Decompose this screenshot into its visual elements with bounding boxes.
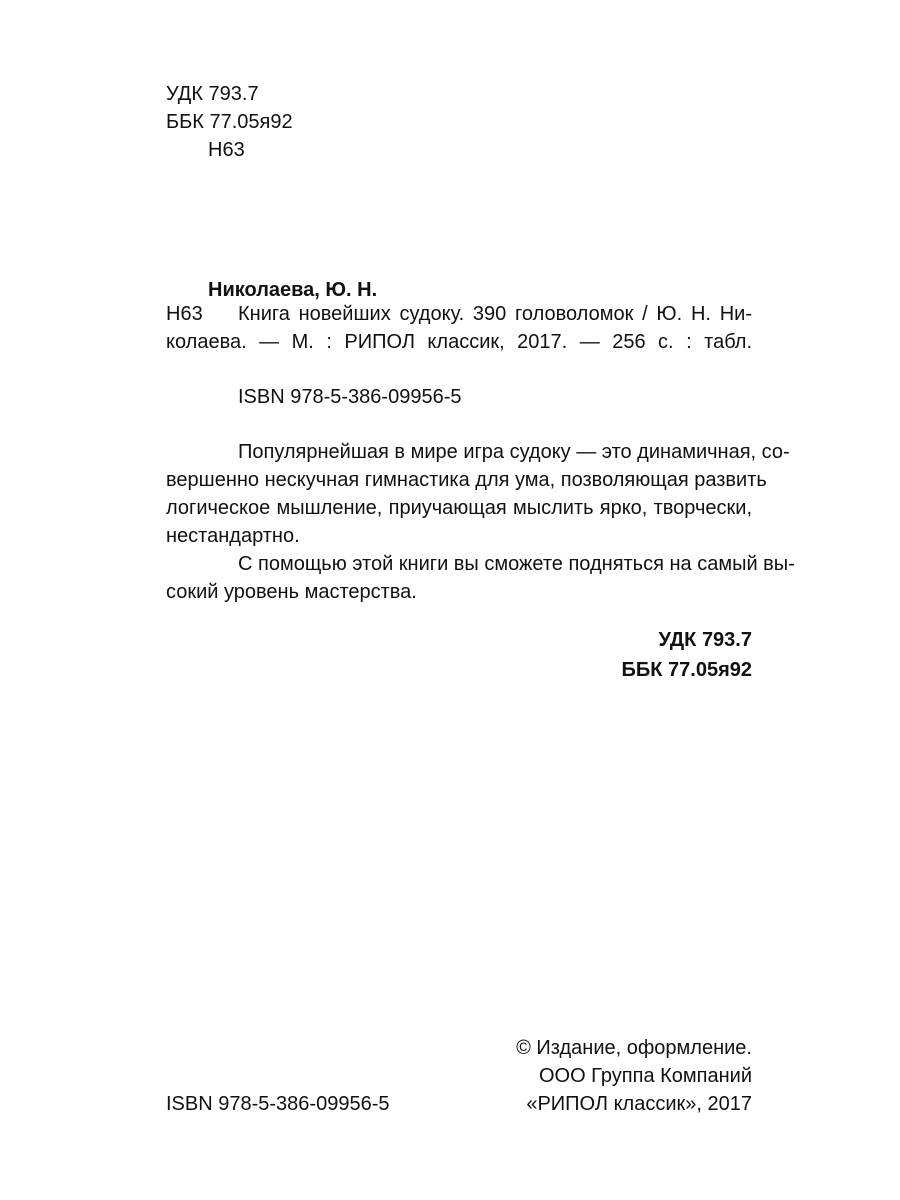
annotation-p2-line-2: сокий уровень мастерства. (166, 581, 417, 603)
book-description-line-1: Книга новейших судоку. 390 головоломок / Ю. Н. Ни- (238, 303, 752, 325)
copyright-line-2: ООО Группа Компаний (538, 1065, 752, 1087)
annotation-p1-line-4: нестандартно. (166, 525, 300, 547)
annotation-p2-line-1: С помощью этой книги вы сможете подняться на самый вы- (238, 553, 795, 575)
copyright-line-3: «РИПОЛ классик», 2017 (526, 1093, 752, 1115)
bottom-isbn: ISBN 978-5-386-09956-5 (166, 1093, 390, 1115)
header-author-mark: Н63 (208, 139, 245, 161)
annotation-p1-line-3: логическое мышление, приучающая мыслить ярко, творчески, (166, 497, 752, 519)
footer-udk: УДК 793.7 (658, 629, 752, 651)
record-isbn: ISBN 978-5-386-09956-5 (238, 386, 462, 408)
footer-bbk: ББК 77.05я92 (621, 659, 752, 681)
author-name: Николаева, Ю. Н. (208, 279, 378, 301)
book-description-line-2: колаева. — М. : РИПОЛ классик, 2017. — 256 с. : табл. (166, 331, 752, 353)
annotation-p1-line-2: вершенно нескучная гимнастика для ума, позволяющая развить (166, 469, 767, 491)
header-udk: УДК 793.7 (166, 83, 259, 105)
header-bbk: ББК 77.05я92 (166, 111, 293, 133)
record-author-mark: Н63 (166, 303, 203, 325)
annotation-p1-line-1: Популярнейшая в мире игра судоку — это динамичная, со- (238, 441, 790, 463)
copyright-line-1: © Издание, оформление. (516, 1037, 752, 1059)
